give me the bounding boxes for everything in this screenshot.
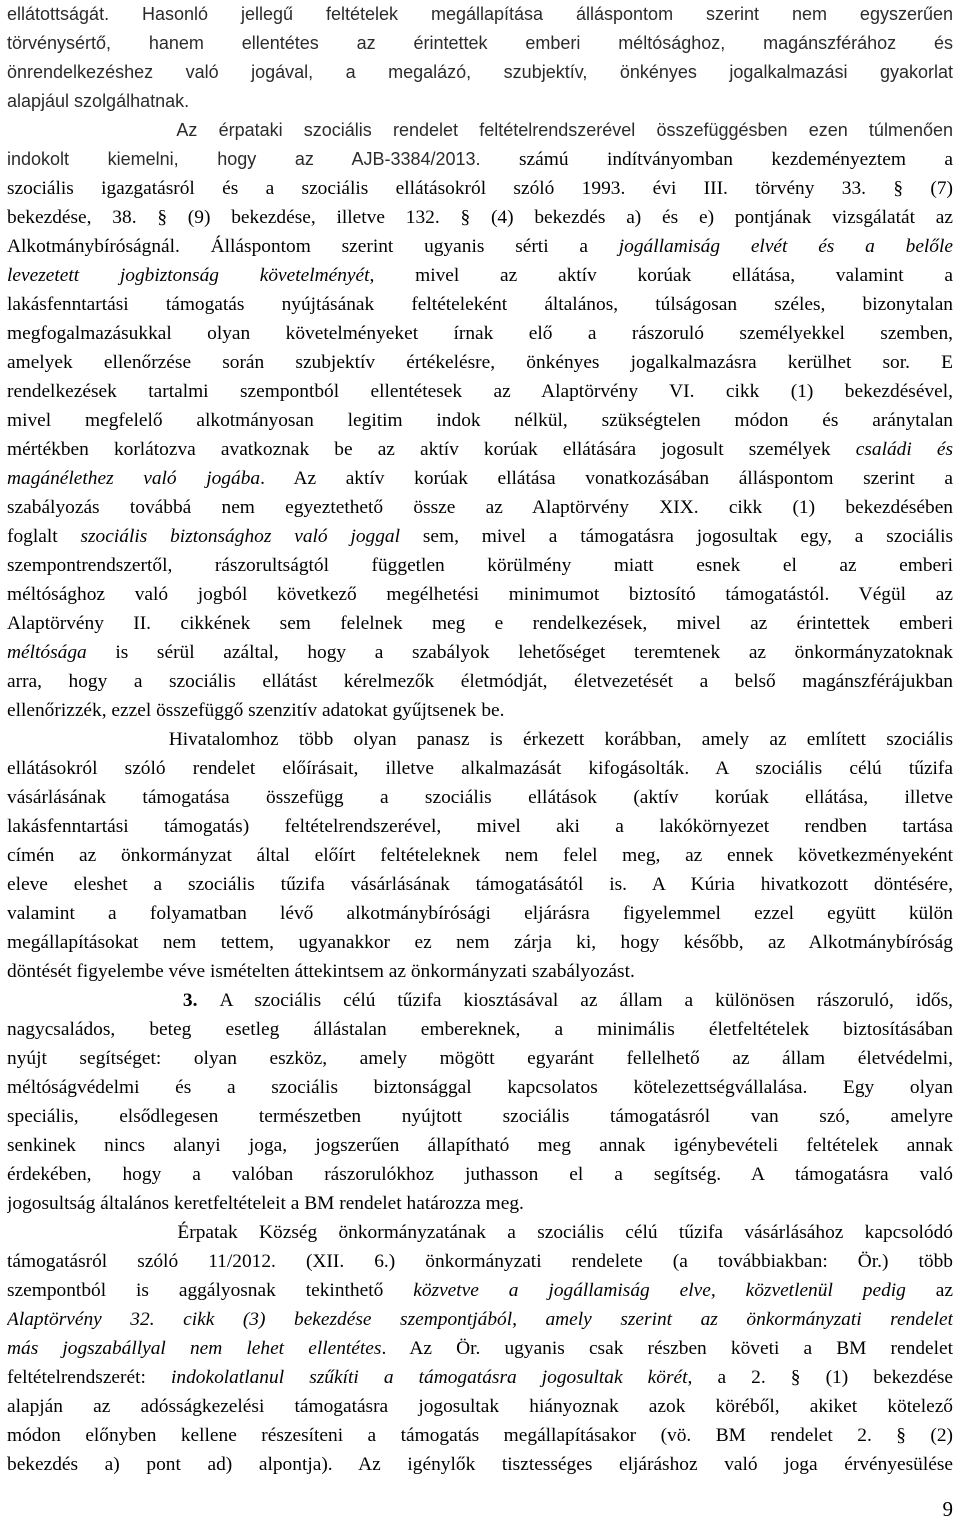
text-segment: is sérül azáltal, hogy a szabályok lehetőséget teremtenek az önkormányzatoknak [86,642,953,663]
text-segment: Alkotmánybíróságnál. Álláspontom szerint ugyanis sérti a [7,236,619,257]
text-segment: méltósághoz való jogból következő megélhetési minimumot biztosító támogatástól. Végül az [7,584,953,605]
text-line [7,1015,953,1044]
italic-text: indokolatlanul szűkíti a támogatásra jogosultak körét [170,1367,688,1388]
text-segment: bekezdése, 38. § (9) bekezdése, illetve 132. § (4) bekezdés a) és e) pontjának vizsgálatát az [7,207,953,228]
text-segment: sem, mivel a támogatásra jogosultak egy, a szociális [400,526,953,547]
text-segment: szempontrendszertől, rászorultságtól független körülmény miatt esnek el az emberi [7,555,953,576]
text-line [7,464,953,493]
text-line [7,522,953,551]
text-line [7,116,953,145]
text-segment: módon előnyben kellene részesíteni a támogatás megállapításakor (vö. BM rendelet 2. § (2) [7,1425,953,1446]
text-segment: Az érpataki szociális rendelet feltételrendszerével összefüggésben ezen túlmenően [7,120,953,140]
text-line [7,899,953,928]
text-line [7,580,953,609]
text-segment: bekezdés a) pont ad) alpontja). Az igénylők tisztességes eljáráshoz való joga érvényesülése [7,1454,953,1475]
text-line [7,493,953,522]
text-segment: mivel megfelelő alkotmányosan legitim indok nélkül, szükségtelen módon és aránytalan [7,410,953,431]
text-line [7,1247,953,1276]
text-line [7,609,953,638]
italic-text: szociális biztonsághoz való joggal [80,526,401,547]
text-segment: eleve eleshet a szociális tűzifa vásárlásának támogatásától is. A Kúria hivatkozott döntésére, [7,874,953,895]
italic-text: más jogszabállyal nem lehet ellentétes [7,1338,382,1359]
paragraph [7,1218,953,1479]
text-segment: lakásfenntartási támogatás nyújtásának feltételeként általános, túlságosan széles, bizonytalan [7,294,953,315]
text-segment: Érpatak Község önkormányzatának a szociális célú tűzifa vásárlásához kapcsolódó [7,1222,953,1243]
text-segment: nagycsaládos, beteg esetleg állástalan embereknek, a minimális életfeltételek biztosításában [7,1019,953,1040]
text-line [7,348,953,377]
text-segment: megállapításokat nem tettem, ugyanakkor ez nem zárja ki, hogy később, az Alkotmánybíróság [7,932,953,953]
text-segment: törvénysértő, hanem ellentétes az érintettek emberi méltósághoz, magánszférához és [7,33,953,53]
document-page [7,0,953,1479]
italic-text: közvetve a jogállamiság elve, közvetlenül pedig [413,1280,906,1301]
text-segment: indokolt kiemelni, hogy az AJB-3384/2013. [7,149,481,169]
text-line [7,1450,953,1479]
italic-text: jogállamiság elvét és a belőle [618,236,953,257]
text-segment: szempontból is aggályosnak tekinthető [7,1280,414,1301]
text-segment: ellátásokról szóló rendelet előírásait, illetve alkalmazását kifogásolták. A szociális célú tűzifa [7,758,953,779]
text-line [7,406,953,435]
text-segment: amelyek ellenőrzése során szubjektív értékelésre, önkényes jogalkalmazásra kerülhet sor. E [7,352,953,373]
page-number: 9 [942,1497,953,1521]
text-segment: , mivel az aktív korúak ellátása, valamint a [369,265,953,286]
text-segment: A szociális célú tűzifa kiosztásával az állam a különösen rászoruló, idős, [197,990,953,1011]
text-line [7,551,953,580]
text-line [7,261,953,290]
text-line [7,928,953,957]
text-segment: feltételrendszerét: [7,1367,171,1388]
italic-text: méltósága [7,642,87,663]
text-line [7,696,953,725]
text-line [7,0,953,29]
text-line [7,1189,953,1218]
text-segment: ellenőrizzék, ezzel összefüggő szenzitív adatokat gyűjtsenek be. [7,700,505,721]
text-line [7,1392,953,1421]
text-line [7,754,953,783]
text-line [7,87,953,116]
text-segment: önrendelkezéshez való jogával, a megalázó, szubjektív, önkényes jogalkalmazási gyakorlat [7,62,953,82]
italic-text: családi és [855,439,953,460]
text-line [7,58,953,87]
text-line [7,319,953,348]
text-segment: szabályozás továbbá nem egyeztethető össze az Alaptörvény XIX. cikk (1) bekezdésében [7,497,953,518]
text-line [7,1276,953,1305]
text-segment: méltóságvédelmi és a szociális biztonsággal kapcsolatos kötelezettségvállalása. Egy olyan [7,1077,953,1098]
text-line [7,1044,953,1073]
text-line [7,1421,953,1450]
text-line [7,986,953,1015]
text-line [7,1305,953,1334]
text-segment: , a 2. § (1) bekezdése [687,1367,953,1388]
text-segment: arra, hogy a szociális ellátást kérelmezők életmódját, életvezetését a belső magánszférájukban [7,671,953,692]
text-segment: mértékben korlátozva avatkoznak be az aktív korúak ellátására jogosult személyek [7,439,856,460]
text-line [7,1160,953,1189]
text-segment: támogatásról szóló 11/2012. (XII. 6.) önkormányzati rendelete (a továbbiakban: Ör.) több [7,1251,953,1272]
text-line [7,667,953,696]
text-segment: alapján az adósságkezelési támogatásra jogosultak hiányoznak azok köréből, akiket kötelező [7,1396,953,1417]
text-line [7,783,953,812]
text-segment: megfogalmazásukkal olyan követelményeket írnak elő a rászoruló személyekkel szemben, [7,323,953,344]
text-segment: Hivatalomhoz több olyan panasz is érkezett korábban, amely az említett szociális [7,729,953,750]
text-segment: Alaptörvény II. cikkének sem felelnek meg e rendelkezések, mivel az érintettek emberi [7,613,953,634]
text-line [7,435,953,464]
text-segment: . Az aktív korúak ellátása vonatkozásában álláspontom szerint a [260,468,953,489]
text-segment: valamint a folyamatban lévő alkotmánybírósági eljárásra figyelemmel ezzel együtt külön [7,903,953,924]
text-line [7,29,953,58]
text-line [7,174,953,203]
text-segment: lakásfenntartási támogatás) feltételrendszerével, mivel aki a lakókörnyezet rendben tartása [7,816,953,837]
paragraph [7,986,953,1218]
text-line [7,841,953,870]
text-line [7,145,953,174]
text-line [7,957,953,986]
text-segment: alapjául szolgálhatnak. [7,91,190,111]
italic-text: magánélethez való jogába [7,468,261,489]
paragraph [7,0,953,116]
paragraph [7,116,953,725]
text-line [7,638,953,667]
italic-text: Alaptörvény 32. cikk (3) bekezdése szempontjából, amely szerint az önkormányzati rendelet [7,1309,953,1330]
text-line [7,377,953,406]
text-segment: az [905,1280,953,1301]
text-segment: szociális igazgatásról és a szociális ellátásokról szóló 1993. évi III. törvény 33. § (7) [7,178,953,199]
text-line [7,1131,953,1160]
text-segment: senkinek nincs alanyi joga, jogszerűen állapítható meg annak igénybevételi feltételek annak [7,1135,953,1156]
text-line [7,203,953,232]
text-segment: döntését figyelembe véve ismételten áttekintsem az önkormányzati szabályozást. [7,961,635,982]
text-line [7,1363,953,1392]
text-line [7,870,953,899]
text-line [7,1218,953,1247]
paragraph [7,725,953,986]
text-segment: érdekében, hogy a valóban rászorulókhoz juthasson el a segítség. A támogatásra való [7,1164,953,1185]
text-segment: számú indítványomban kezdeményeztem a [480,149,953,170]
text-segment [7,990,183,1011]
text-segment: speciális, elsődlegesen természetben nyújtott szociális támogatásról van szó, amelyre [7,1106,953,1127]
bold-text: 3. [182,990,198,1011]
text-segment: vásárlásának támogatása összefügg a szociális ellátások (aktív korúak ellátása, illetve [7,787,953,808]
text-line [7,1073,953,1102]
text-line [7,1102,953,1131]
text-line [7,1334,953,1363]
text-line [7,725,953,754]
text-line [7,812,953,841]
italic-text: levezetett jogbiztonság követelményét [7,265,370,286]
text-segment: címén az önkormányzat által előírt feltételeknek nem felel meg, az ennek következményeként [7,845,953,866]
text-segment: ellátottságát. Hasonló jellegű feltételek megállapítása álláspontom szerint nem egyszerűen [7,4,953,24]
text-segment: jogosultság általános keretfeltételeit a BM rendelet határozza meg. [7,1193,524,1214]
text-segment: foglalt [7,526,81,547]
text-segment: nyújt segítséget: olyan eszköz, amely mögött egyaránt fellelhető az állam életvédelmi, [7,1048,953,1069]
text-line [7,232,953,261]
text-segment: rendelkezések tartalmi szempontból ellentétesek az Alaptörvény VI. cikk (1) bekezdésével, [7,381,953,402]
text-line [7,290,953,319]
text-segment: . Az Ör. ugyanis csak részben követi a BM rendelet [381,1338,953,1359]
